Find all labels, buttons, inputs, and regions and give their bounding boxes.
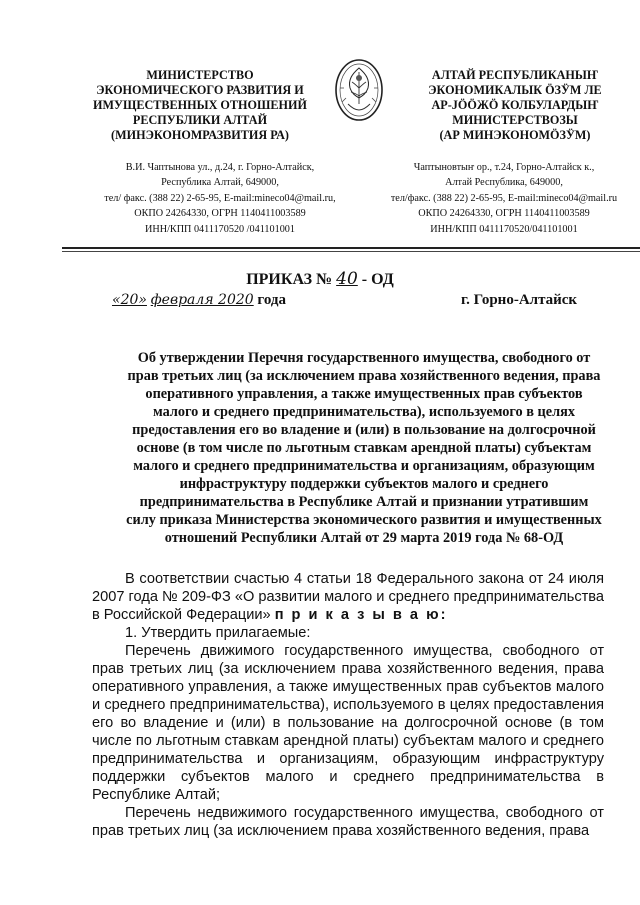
header-line: РЕСПУБЛИКИ АЛТАЙ [132, 113, 268, 127]
address-line: ИНН/КПП 0411170520 /041101001 [145, 223, 295, 235]
address-line: тел/ факс. (388 22) 2-65-95, E-mail:mineco04@mail.ru, [104, 192, 336, 204]
header-line: МИНИСТЕРСТВОЗЫ [452, 113, 578, 127]
subject-line: малого и среднего предпринимательства), используемого в целях [152, 404, 576, 420]
header-line: ЭКОНОМИКАЛЫК ӦЗӰМ ЛЕ [428, 83, 602, 97]
address-line: Республика Алтай, 649000, [161, 177, 279, 189]
ministry-name-russian [70, 68, 330, 143]
body-paragraph: Перечень недвижимого государственного имущества, свободного от прав третьих лиц (за исключением права хозяйственного ведения, права [92, 805, 604, 839]
address-block-altai [368, 160, 640, 237]
subject-line: оперативного управления, а также имущественных прав субъектов [145, 386, 583, 402]
address-line: ИНН/КПП 0411170520/041101001 [430, 223, 578, 235]
order-city: г. Горно-Алтайск [461, 292, 578, 308]
command-word: п р и к а з ы в а ю: [274, 607, 448, 623]
header-line: ИМУЩЕСТВЕННЫХ ОТНОШЕНИЙ [93, 98, 307, 112]
address-line: тел/факс. (388 22) 2-65-95, E-mail:mineco04@mail.ru [390, 192, 618, 204]
subject-line: предпринимательства в Республике Алтай и признании утратившим [139, 494, 589, 510]
header-line: (МИНЭКОНОМРАЗВИТИЯ РА) [111, 128, 289, 142]
order-suffix: - ОД [357, 271, 394, 288]
body-paragraph: 1. Утвердить прилагаемые: [125, 625, 311, 641]
paragraph-text: В соответствии счастью 4 статьи 18 Федерального закона от 24 июля 2007 года № 209-ФЗ «О развитии малого и среднего предпринимательства в Российской Федерации» [92, 571, 605, 623]
order-prefix: ПРИКАЗ № [246, 271, 337, 288]
order-body [92, 570, 604, 840]
order-subject [88, 349, 640, 547]
subject-line: силу приказа Министерства экономического развития и имущественных [126, 512, 602, 528]
subject-line: прав третьих лиц (за исключением права хозяйственного ведения, права [127, 368, 601, 384]
header-line: ЭКОНОМИЧЕСКОГО РАЗВИТИЯ И [96, 83, 304, 97]
order-date-month-year: февраля 2020 [150, 292, 254, 308]
address-line: ОКПО 24264330, ОГРН 1140411003589 [418, 208, 590, 220]
subject-line: основе (в том числе по льготным ставкам арендной платы) субъектам [136, 440, 592, 456]
header-line: АЛТАЙ РЕСПУБЛИКАНЫҤ [431, 68, 599, 82]
subject-line: инфраструктуру поддержки субъектов малого и среднего [179, 476, 549, 492]
order-date-day: «20» [112, 292, 147, 308]
address-line: Чаптыновтыҥ ор., т.24, Горно-Алтайск к., [413, 162, 595, 173]
ministry-name-altai [390, 68, 640, 143]
subject-line: отношений Республики Алтай от 29 марта 2019 года № 68-ОД [164, 530, 564, 546]
address-block-russian [70, 160, 370, 237]
order-date-word: года [257, 292, 287, 308]
header-divider-thick [62, 247, 640, 249]
order-date [112, 292, 286, 309]
order-number: 40 [336, 269, 358, 289]
subject-line: малого и среднего предпринимательства и организациям, образующим [133, 458, 595, 474]
header-line: (АР МИНЭКОНОМӦЗӰМ) [439, 128, 591, 142]
header-line: АР-JӦӦЖӦ КОЛБУЛАРДЫҤ [431, 98, 599, 112]
subject-line: предоставления его во владение и (или) в пользование на долгосрочной [132, 422, 596, 438]
header-line: МИНИСТЕРСТВО [146, 68, 254, 82]
subject-line: Об утверждении Перечня государственного имущества, свободного от [137, 350, 591, 366]
address-line: Алтай Республика, 649000, [445, 177, 563, 189]
address-line: В.И. Чаптынова ул., д.24, г. Горно-Алтайск, [125, 162, 315, 173]
body-paragraph: Перечень движимого государственного имущества, свободного от прав третьих лиц (за исключением права хозяйственного ведения, права оперативного управления, а также имущественных прав субъектов малого и среднего предпринимательства), используемого в целях предоставления его во владение и (или) в пользование на долгосрочной основе (в том числе по льготным ставкам арендной платы) субъектам малого и среднего предпринимательства и организациям, образующим инфраструктуру поддержки субъектов малого и среднего предпринимательства в Республике Алтай; [92, 643, 604, 803]
order-title [0, 269, 640, 289]
address-line: ОКПО 24264330, ОГРН 1140411003589 [134, 208, 306, 220]
body-paragraph [92, 570, 604, 624]
coat-of-arms-emblem [334, 58, 384, 122]
header-divider-thin [62, 251, 640, 252]
